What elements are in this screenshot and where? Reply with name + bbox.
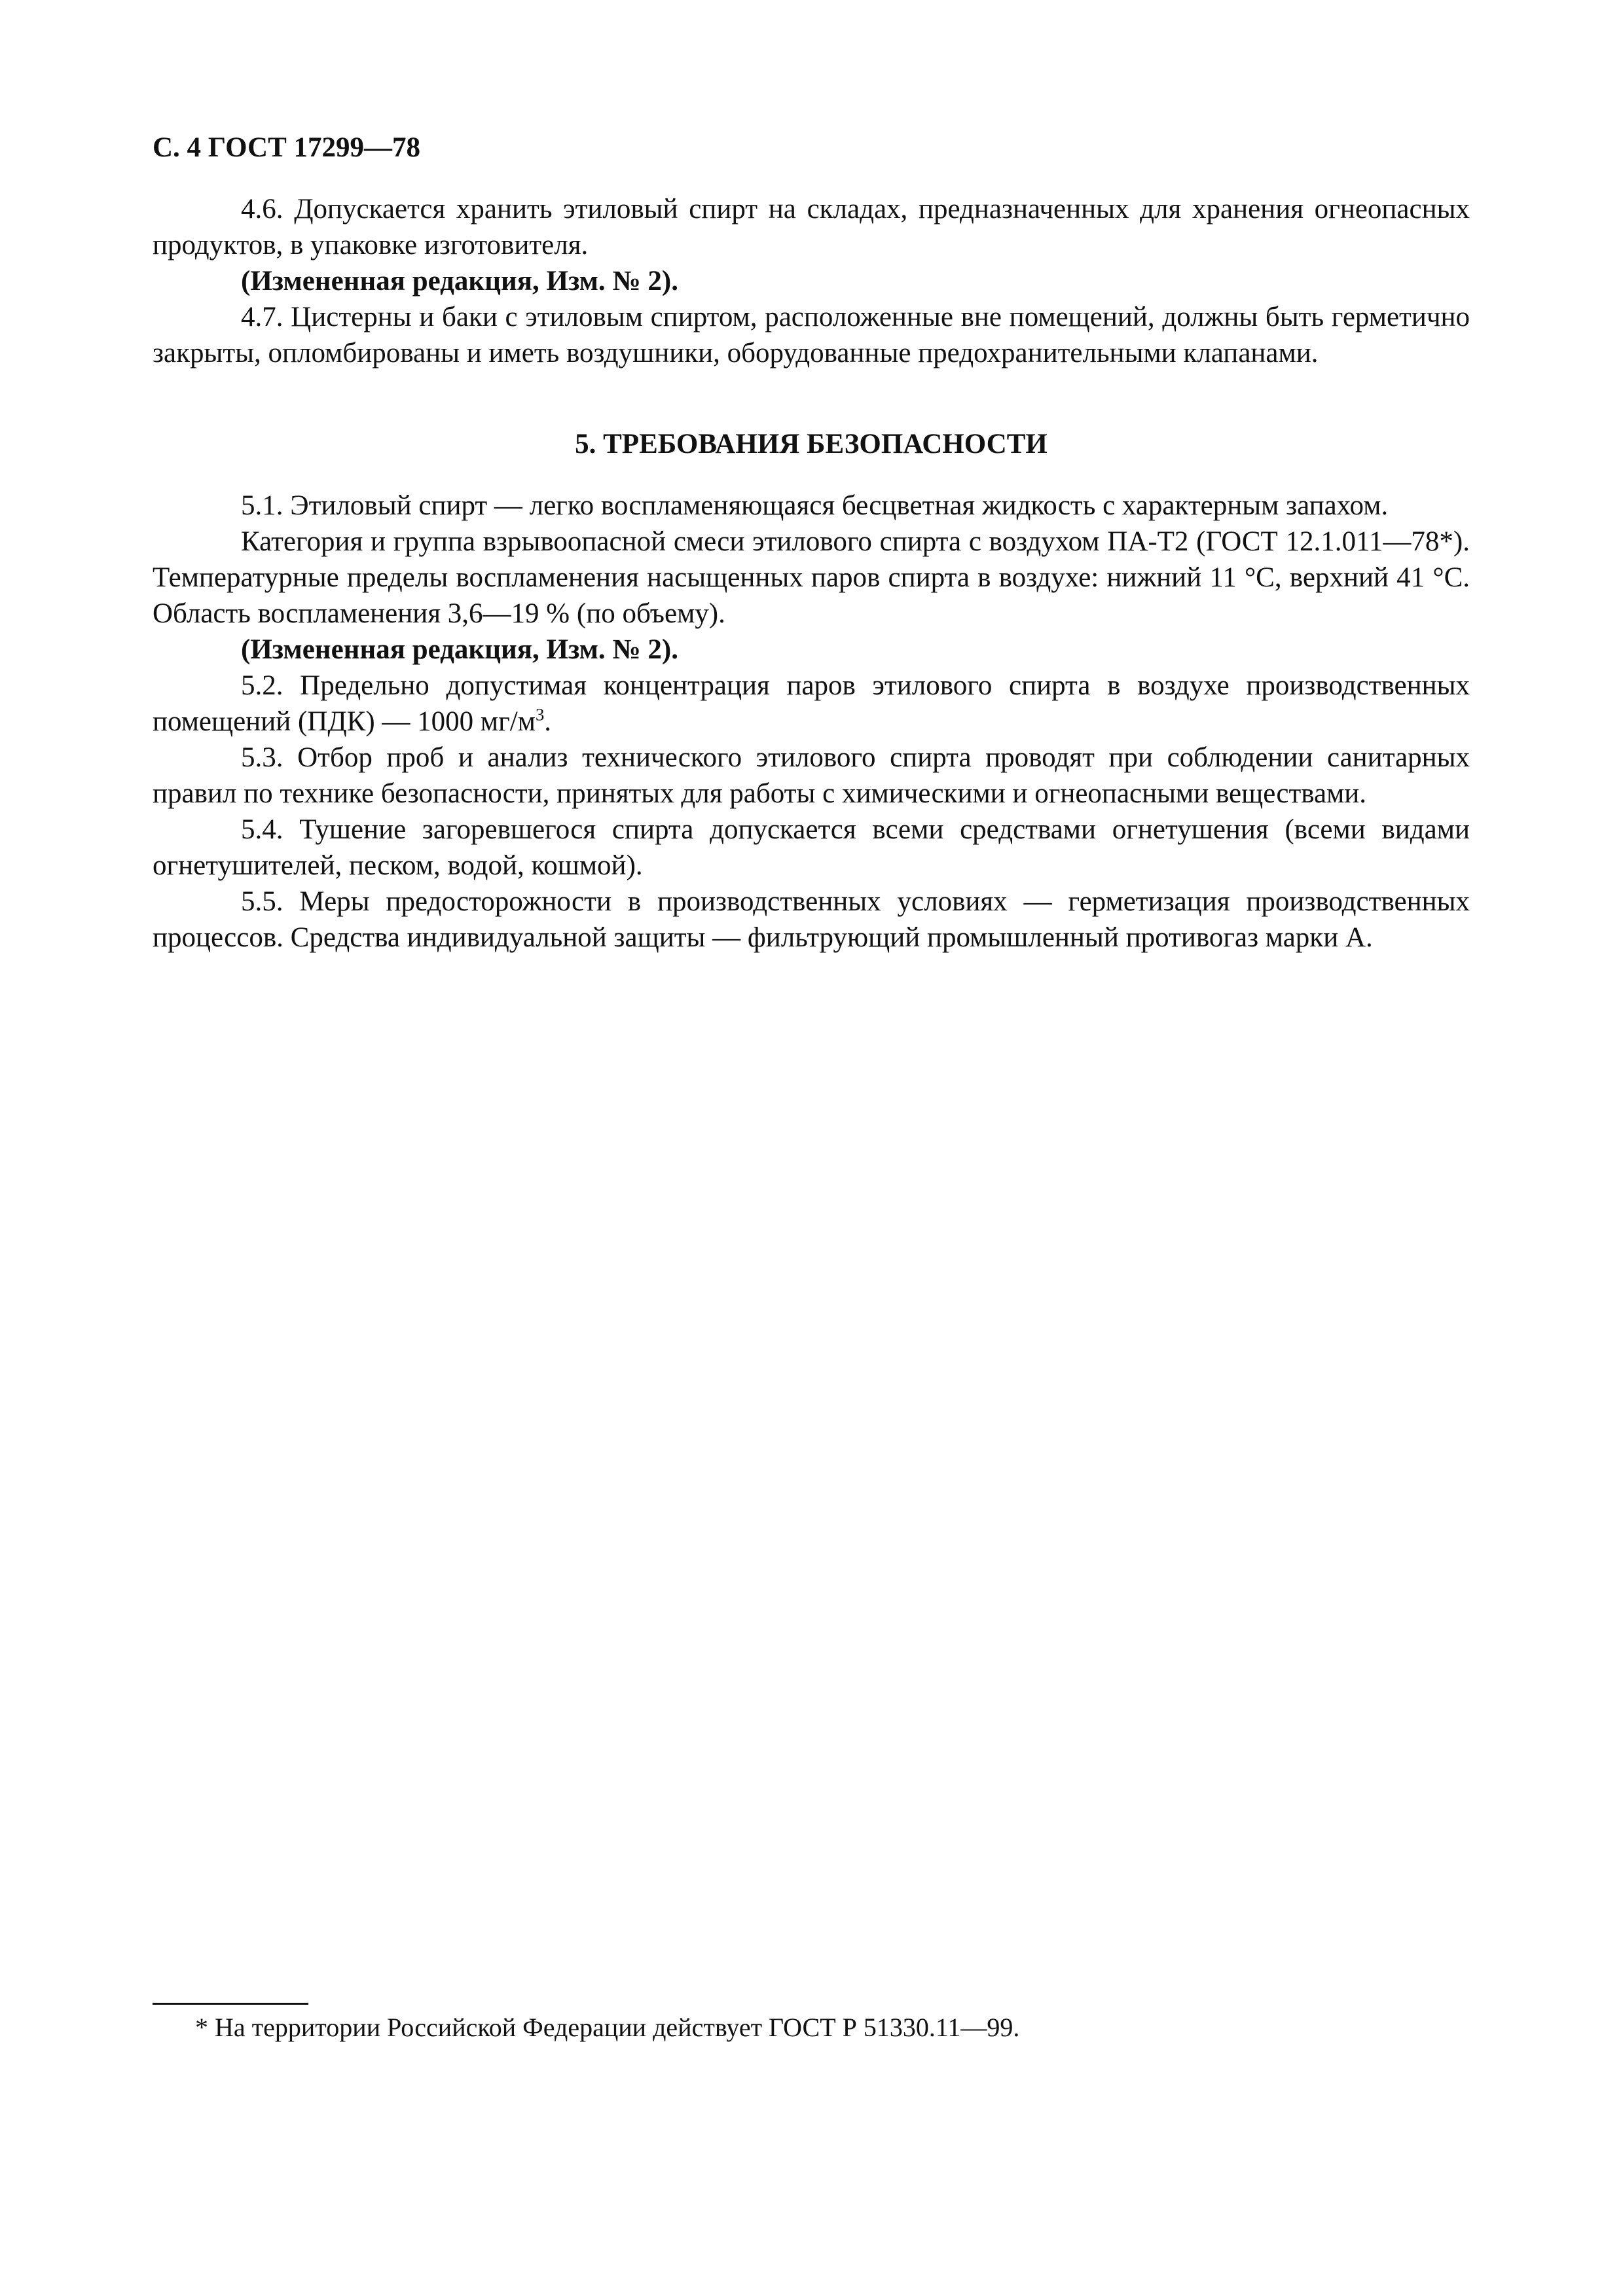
paragraph-5-1: 5.1. Этиловый спирт — легко воспламеняющаяся бесцветная жидкость с характерным запахом. [241, 490, 1389, 521]
footnote: * На территории Российской Федерации действует ГОСТ Р 51330.11—99. [195, 2013, 1020, 2042]
paragraph-5-1-continued: Категория и группа взрывоопасной смеси этилового спирта с воздухом ПА-Т2 (ГОСТ 12.1.011—78*). Температурные пределы воспламенения насыщенных паров спирта в воздухе: нижний 11 °С, верхний 41 °С. Область воспламенения 3,6—19 % (по объему). [153, 526, 1470, 629]
footnote-divider [153, 2003, 308, 2005]
paragraph-4-7: 4.7. Цистерны и баки с этиловым спиртом, расположенные вне помещений, должны быть герметично закрыты, опломбированы и иметь воздушники, оборудованные предохранительными клапанами. [153, 302, 1470, 368]
superscript-exponent: 3 [535, 704, 545, 725]
page-header: С. 4 ГОСТ 17299—78 [153, 132, 421, 163]
paragraph-5-4: 5.4. Тушение загоревшегося спирта допускается всеми средствами огнетушения (всеми видами огнетушителей, песком, водой, кошмой). [153, 814, 1470, 881]
section-title: 5. ТРЕБОВАНИЯ БЕЗОПАСНОСТИ [575, 429, 1048, 459]
document-body [153, 191, 1470, 956]
paragraph-5-3: 5.3. Отбор проб и анализ технического этилового спирта проводят при соблюдении санитарных правил по технике безопасности, принятых для работы с химическими и огнеопасными веществами. [153, 742, 1470, 809]
amendment-note-section-5: (Измененная редакция, Изм. № 2). [241, 634, 678, 665]
paragraph-5-5: 5.5. Меры предосторожности в производственных условиях — герметизация производственных процессов. Средства индивидуальной защиты — фильтрующий промышленный противогаз марки А. [153, 886, 1470, 953]
paragraph-4-6: 4.6. Допускается хранить этиловый спирт на складах, предназначенных для хранения огнеопасных продуктов, в упаковке изготовителя. [153, 194, 1470, 260]
paragraph-5-2 [153, 668, 1470, 740]
paragraph-5-2-text: 5.2. Предельно допустимая концентрация паров этилового спирта в воздухе производственных помещений (ПДК) — 1000 мг/м [153, 670, 1470, 737]
paragraph-5-2-end: . [544, 706, 552, 737]
amendment-note: (Измененная редакция, Изм. № 2). [241, 266, 678, 296]
